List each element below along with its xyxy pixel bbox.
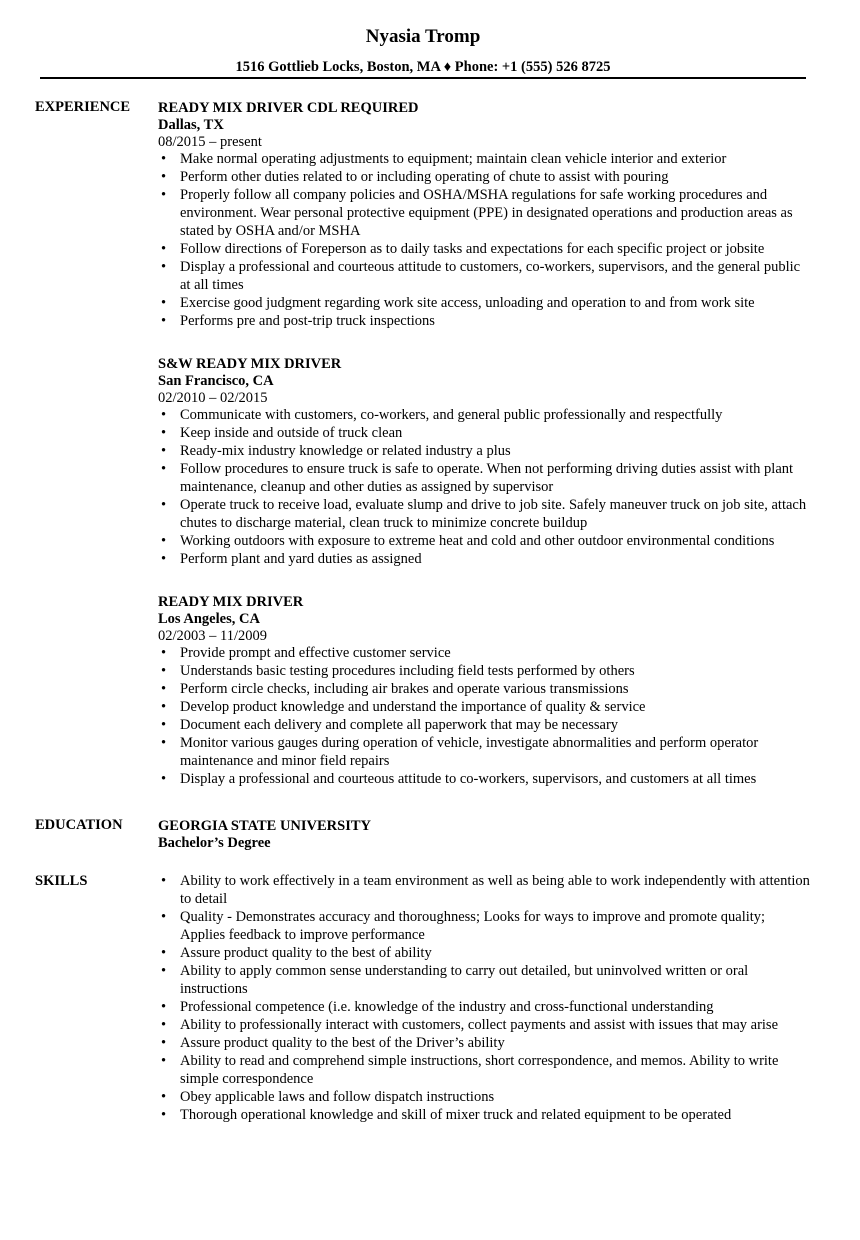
- list-item: • Ready-mix industry knowledge or related industry a plus: [158, 442, 810, 460]
- list-item: • Professional competence (i.e. knowledge of the industry and cross-functional understanding: [158, 998, 810, 1016]
- school-name: GEORGIA STATE UNIVERSITY: [158, 818, 371, 834]
- list-item: • Keep inside and outside of truck clean: [158, 424, 810, 442]
- list-item: • Operate truck to receive load, evaluate slump and drive to job site. Safely maneuver truck on job site, attach chutes to discharge material, clean truck to minimize concrete buildup: [158, 496, 810, 532]
- candidate-name: Nyasia Tromp: [365, 26, 481, 47]
- job-1: [158, 99, 810, 330]
- list-item: • Ability to professionally interact with customers, collect payments and assist with issues that may arise: [158, 1016, 810, 1034]
- list-item: • Properly follow all company policies and OSHA/MSHA regulations for safe working procedures and environment. Wear personal protective equipment (PPE) in designated operations and production areas as stated by OSHA and/or MSHA: [158, 186, 810, 240]
- job-location: San Francisco, CA: [158, 373, 274, 389]
- list-item: • Quality - Demonstrates accuracy and thoroughness; Looks for ways to improve and promote quality; Applies feedback to improve performance: [158, 908, 810, 944]
- header-divider: [40, 77, 806, 79]
- job-title: S&W READY MIX DRIVER: [158, 356, 342, 372]
- list-item: • Perform circle checks, including air brakes and operate various transmissions: [158, 680, 810, 698]
- list-item: • Ability to read and comprehend simple instructions, short correspondence, and memos. Ability to write simple correspondence: [158, 1052, 810, 1088]
- job-dates: 02/2003 – 11/2009: [158, 628, 268, 644]
- list-item: • Perform plant and yard duties as assigned: [158, 550, 810, 568]
- job-duties-list: [158, 644, 810, 788]
- job-3: [158, 593, 810, 788]
- list-item: • Provide prompt and effective customer service: [158, 644, 810, 662]
- job-duties-list: [158, 406, 810, 568]
- list-item: • Assure product quality to the best of the Driver’s ability: [158, 1034, 810, 1052]
- list-item: • Make normal operating adjustments to equipment; maintain clean vehicle interior and exterior: [158, 150, 810, 168]
- job-dates: 02/2010 – 02/2015: [158, 390, 268, 406]
- list-item: • Working outdoors with exposure to extreme heat and cold and other outdoor environmental conditions: [158, 532, 810, 550]
- list-item: • Follow procedures to ensure truck is safe to operate. When not performing driving duties assist with plant maintenance, cleanup and other duties as assigned by supervisor: [158, 460, 810, 496]
- list-item: • Performs pre and post-trip truck inspections: [158, 312, 810, 330]
- job-title: READY MIX DRIVER CDL REQUIRED: [158, 100, 419, 116]
- list-item: • Assure product quality to the best of ability: [158, 944, 810, 962]
- contact-line: 1516 Gottlieb Locks, Boston, MA ♦ Phone: +1 (555) 526 8725: [235, 59, 611, 75]
- education-entry: [158, 817, 810, 852]
- list-item: • Display a professional and courteous attitude to customers, co-workers, supervisors, and the general public at all times: [158, 258, 810, 294]
- list-item: • Monitor various gauges during operation of vehicle, investigate abnormalities and perform operator maintenance and minor field repairs: [158, 734, 810, 770]
- skills-list: [158, 872, 810, 1124]
- list-item: • Follow directions of Foreperson as to daily tasks and expectations for each specific project or jobsite: [158, 240, 810, 258]
- list-item: • Display a professional and courteous attitude to co-workers, supervisors, and customers at all times: [158, 770, 810, 788]
- list-item: • Ability to work effectively in a team environment as well as being able to work independently with attention to detail: [158, 872, 810, 908]
- list-item: • Perform other duties related to or including operating of chute to assist with pouring: [158, 168, 810, 186]
- skills-entry: [158, 872, 810, 1124]
- skills-heading: SKILLS: [35, 873, 88, 889]
- list-item: • Understands basic testing procedures including field tests performed by others: [158, 662, 810, 680]
- education-heading: EDUCATION: [35, 817, 123, 833]
- degree: Bachelor’s Degree: [158, 835, 271, 851]
- list-item: • Communicate with customers, co-workers, and general public professionally and respectfully: [158, 406, 810, 424]
- job-dates: 08/2015 – present: [158, 134, 262, 150]
- list-item: • Develop product knowledge and understand the importance of quality & service: [158, 698, 810, 716]
- list-item: • Obey applicable laws and follow dispatch instructions: [158, 1088, 810, 1106]
- job-duties-list: [158, 150, 810, 330]
- job-2: [158, 355, 810, 568]
- experience-heading: EXPERIENCE: [35, 99, 131, 115]
- job-location: Los Angeles, CA: [158, 611, 260, 627]
- list-item: • Ability to apply common sense understanding to carry out detailed, but uninvolved written or oral instructions: [158, 962, 810, 998]
- list-item: • Document each delivery and complete all paperwork that may be necessary: [158, 716, 810, 734]
- list-item: • Exercise good judgment regarding work site access, unloading and operation to and from work site: [158, 294, 810, 312]
- job-location: Dallas, TX: [158, 117, 224, 133]
- list-item: • Thorough operational knowledge and skill of mixer truck and related equipment to be operated: [158, 1106, 810, 1124]
- job-title: READY MIX DRIVER: [158, 594, 304, 610]
